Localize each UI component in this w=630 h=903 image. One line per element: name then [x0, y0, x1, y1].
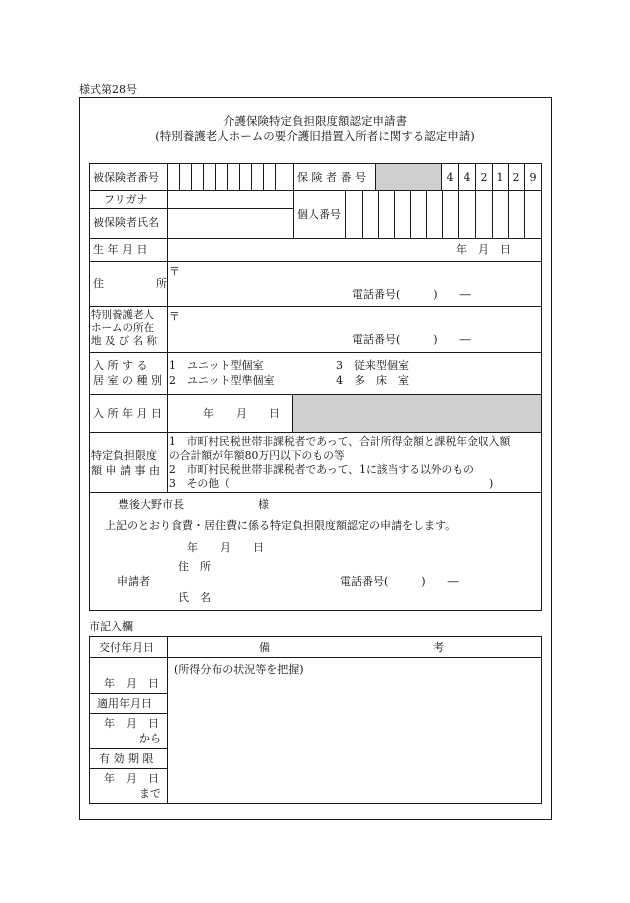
reason-label-2: 額 申 請 事 由: [91, 464, 160, 477]
reason-2: 2 市町村民税世帯非課税者であって、1に該当する以外のもの: [169, 463, 474, 476]
issue-date-label: 交付年月日: [99, 641, 154, 654]
insurer-digit: 1: [496, 171, 504, 184]
applicant-address-label: 住 所: [178, 560, 211, 573]
birthdate-ymd: 年 月 日: [456, 243, 511, 256]
reason-1b: の合計額が年額80万円以下のもの等: [169, 449, 345, 462]
admission-label: 入 所 年 月 日: [93, 407, 162, 420]
room-option-1: 1 ユニット型個室: [169, 359, 264, 372]
applicant-label: 申請者: [117, 575, 150, 588]
insurer-digit: 4: [446, 171, 454, 184]
addressee: 豊後大野市長: [118, 498, 184, 511]
facility-phone-label: 電話番号( ) ―: [352, 333, 471, 346]
facility-label-3: 地 及 び 名 称: [91, 335, 157, 347]
validity-ymd: 年 月 日: [104, 772, 159, 785]
insured-name-label: 被保険者氏名: [93, 216, 159, 229]
room-label-2: 居 室 の 種 別: [93, 374, 162, 387]
applicant-phone-label: 電話番号( ) ―: [340, 575, 459, 588]
insurer-digit: 9: [529, 171, 537, 184]
honorific: 様: [258, 498, 269, 511]
issue-date-ymd: 年 月 日: [104, 677, 159, 690]
city-section-heading: 市記入欄: [89, 620, 133, 633]
facility-postal-mark: 〒: [169, 310, 180, 323]
room-option-4: 4 多 床 室: [336, 374, 409, 387]
form-title: 介護保険特定負担限度額認定申請書: [223, 114, 407, 128]
reason-3-close: ): [489, 477, 494, 490]
address-label-2: 所: [156, 277, 167, 290]
remarks-label-1: 備: [259, 641, 270, 654]
room-option-3: 3 従来型個室: [336, 359, 409, 372]
insurer-digit: 2: [512, 171, 520, 184]
room-label-1: 入 所 す る: [93, 359, 148, 372]
insurer-digit: 4: [463, 171, 471, 184]
facility-label-1: 特別養護老人: [91, 309, 154, 321]
reason-1a: 1 市町村民税世帯非課税者であって、合計所得金額と課税年金収入額: [169, 435, 511, 448]
facility-label-2: ホームの所在: [91, 322, 154, 334]
until-label: まで: [139, 787, 161, 800]
birthdate-label: 生 年 月 日: [93, 243, 148, 256]
address-label-1: 住: [93, 277, 104, 290]
declaration-statement: 上記のとおり食費・居住費に係る特定負担限度額認定の申請をします。: [105, 519, 457, 532]
insurer-digit: 2: [480, 171, 488, 184]
validity-label: 有 効 期 限: [99, 752, 154, 765]
remarks-label-2: 考: [433, 641, 444, 654]
applied-date-ymd: 年 月 日: [104, 717, 159, 730]
form-subtitle: (特別養護老人ホームの要介護旧措置入所者に関する認定申請): [155, 129, 475, 143]
admission-ymd: 年 月 日: [203, 407, 280, 420]
personal-number-label: 個人番号: [297, 208, 341, 221]
reason-3: 3 その他（: [169, 477, 230, 490]
insurer-number-label: 保 険 者 番 号: [297, 171, 366, 184]
applicant-name-label: 氏 名: [178, 591, 211, 604]
room-option-2: 2 ユニット型準個室: [169, 374, 275, 387]
form-number: 様式第28号: [79, 83, 137, 96]
furigana-label: フリガナ: [104, 193, 148, 206]
phone-label: 電話番号( ) ―: [352, 288, 471, 301]
applied-date-label: 適用年月日: [97, 697, 152, 710]
reason-label-1: 特定負担限度: [91, 449, 157, 462]
from-label: から: [139, 732, 161, 745]
remarks-note: (所得分布の状況等を把握): [174, 663, 304, 676]
insured-number-label: 被保険者番号: [93, 171, 159, 184]
postal-mark: 〒: [169, 265, 180, 278]
declaration-date: 年 月 日: [187, 541, 264, 554]
